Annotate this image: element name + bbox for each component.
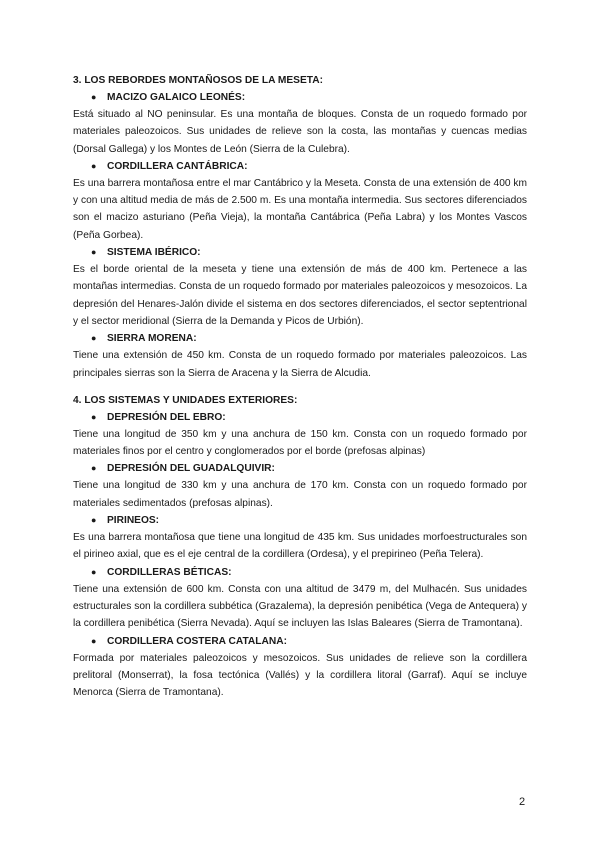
item-heading: ● DEPRESIÓN DEL GUADALQUIVIR: xyxy=(73,460,527,477)
item-pirineos xyxy=(73,512,527,564)
item-text: Tiene una longitud de 350 km y una anchura de 150 km. Consta con un roquedo formado por materiales finos por el centro y conglomerados por el borde (prefosas alpinas) xyxy=(73,428,527,458)
page-content xyxy=(73,72,527,701)
item-heading: ● CORDILLERA COSTERA CATALANA: xyxy=(73,633,527,650)
item-macizo-galaico xyxy=(73,89,527,158)
item-sistema-iberico xyxy=(73,244,527,330)
page-number: 2 xyxy=(519,796,526,808)
item-text: Formada por materiales paleozoicos y mesozoicos. Sus unidades de relieve son la cordillera prelitoral (Monserrat), la fosa tectónica (Vallés) y la cordillera litoral (Garraf). Aquí se incluye Menorca (Sierra de Tramontana). xyxy=(73,652,527,699)
section-4 xyxy=(73,392,527,702)
bullet-icon: ● xyxy=(91,566,97,577)
item-heading: ● PIRINEOS: xyxy=(73,512,527,529)
item-heading: ● CORDILLERA CANTÁBRICA: xyxy=(73,158,527,175)
item-depresion-ebro xyxy=(73,409,527,461)
bullet-icon: ● xyxy=(91,92,97,102)
bullet-icon: ● xyxy=(91,160,97,171)
item-heading: ● CORDILLERAS BÉTICAS: xyxy=(73,564,527,581)
item-cordillera-costera-catalana xyxy=(73,633,527,702)
bullet-icon: ● xyxy=(91,515,97,526)
item-cordillera-cantabrica xyxy=(73,158,527,244)
item-text: Tiene una extensión de 600 km. Consta con una altitud de 3479 m, del Mulhacén. Sus unidades estructurales son la cordillera subbética (Grazalema), la depresión penibética (Vega de Antequera) y la cordillera penibética (Sierra Nevada). Aquí se incluyen las Islas Baleares (Sierra de Tramontana). xyxy=(73,583,527,630)
item-text: Está situado al NO peninsular. Es una montaña de bloques. Consta de un roquedo formado por materiales paleozoicos. Sus unidades de relieve son la costa, las montañas y cuencas medias (Dorsal Gallega) y los Montes de León (Sierra de la Culebra). xyxy=(73,109,527,155)
bullet-icon: ● xyxy=(91,247,97,258)
item-text: Tiene una extensión de 450 km. Consta de un roquedo formado por materiales paleozoicos. Las principales sierras son la Sierra de Aracena y la Sierra de Alcudia. xyxy=(73,350,527,379)
item-text: Es una barrera montañosa que tiene una longitud de 435 km. Sus unidades morfoestructurales son el pirineo axial, que es el eje central de la cordillera (Ordesa), y el prepirineo (Peña Telera). xyxy=(73,532,527,561)
bullet-icon: ● xyxy=(91,635,97,646)
section-3 xyxy=(73,72,527,382)
item-depresion-guadalquivir xyxy=(73,460,527,512)
item-text: Es una barrera montañosa entre el mar Cantábrico y la Meseta. Consta de una extensión de 400 km y con una altitud media de más de 2.500 m. Es una montaña intermedia. Sus sectores diferenciados son el macizo asturiano (Peña Vieja), la montaña Cantábrica (Peña Labra) y los Montes Vascos (Peña Gorbea). xyxy=(73,177,527,241)
section-title: 4. LOS SISTEMAS Y UNIDADES EXTERIORES: xyxy=(73,394,298,406)
item-text: Es el borde oriental de la meseta y tiene una extensión de más de 400 km. Pertenece a las montañas intermedias. Consta de un roquedo formado por materiales paleozoicos y mesozoicos. La depresión del Henares-Jalón divide el sistema en dos sectores diferenciados, el sector septentrional y el sector meridional (Sierra de la Demanda y Picos de Urbión). xyxy=(73,264,527,327)
bullet-icon: ● xyxy=(91,333,97,344)
item-heading: ● DEPRESIÓN DEL EBRO: xyxy=(73,409,527,426)
item-sierra-morena xyxy=(73,330,527,382)
item-cordilleras-beticas xyxy=(73,564,527,633)
item-heading: ● SISTEMA IBÉRICO: xyxy=(73,244,527,261)
item-heading: ● SIERRA MORENA: xyxy=(73,330,527,347)
section-title: 3. LOS REBORDES MONTAÑOSOS DE LA MESETA: xyxy=(73,75,323,86)
item-text: Tiene una longitud de 330 km y una anchura de 170 km. Consta con un roquedo formado por materiales sedimentados (prefosas alpinas). xyxy=(73,480,527,509)
section-gap xyxy=(73,382,527,392)
bullet-icon: ● xyxy=(91,463,97,474)
bullet-icon: ● xyxy=(91,411,97,422)
item-heading: ● MACIZO GALAICO LEONÉS: xyxy=(73,89,527,106)
